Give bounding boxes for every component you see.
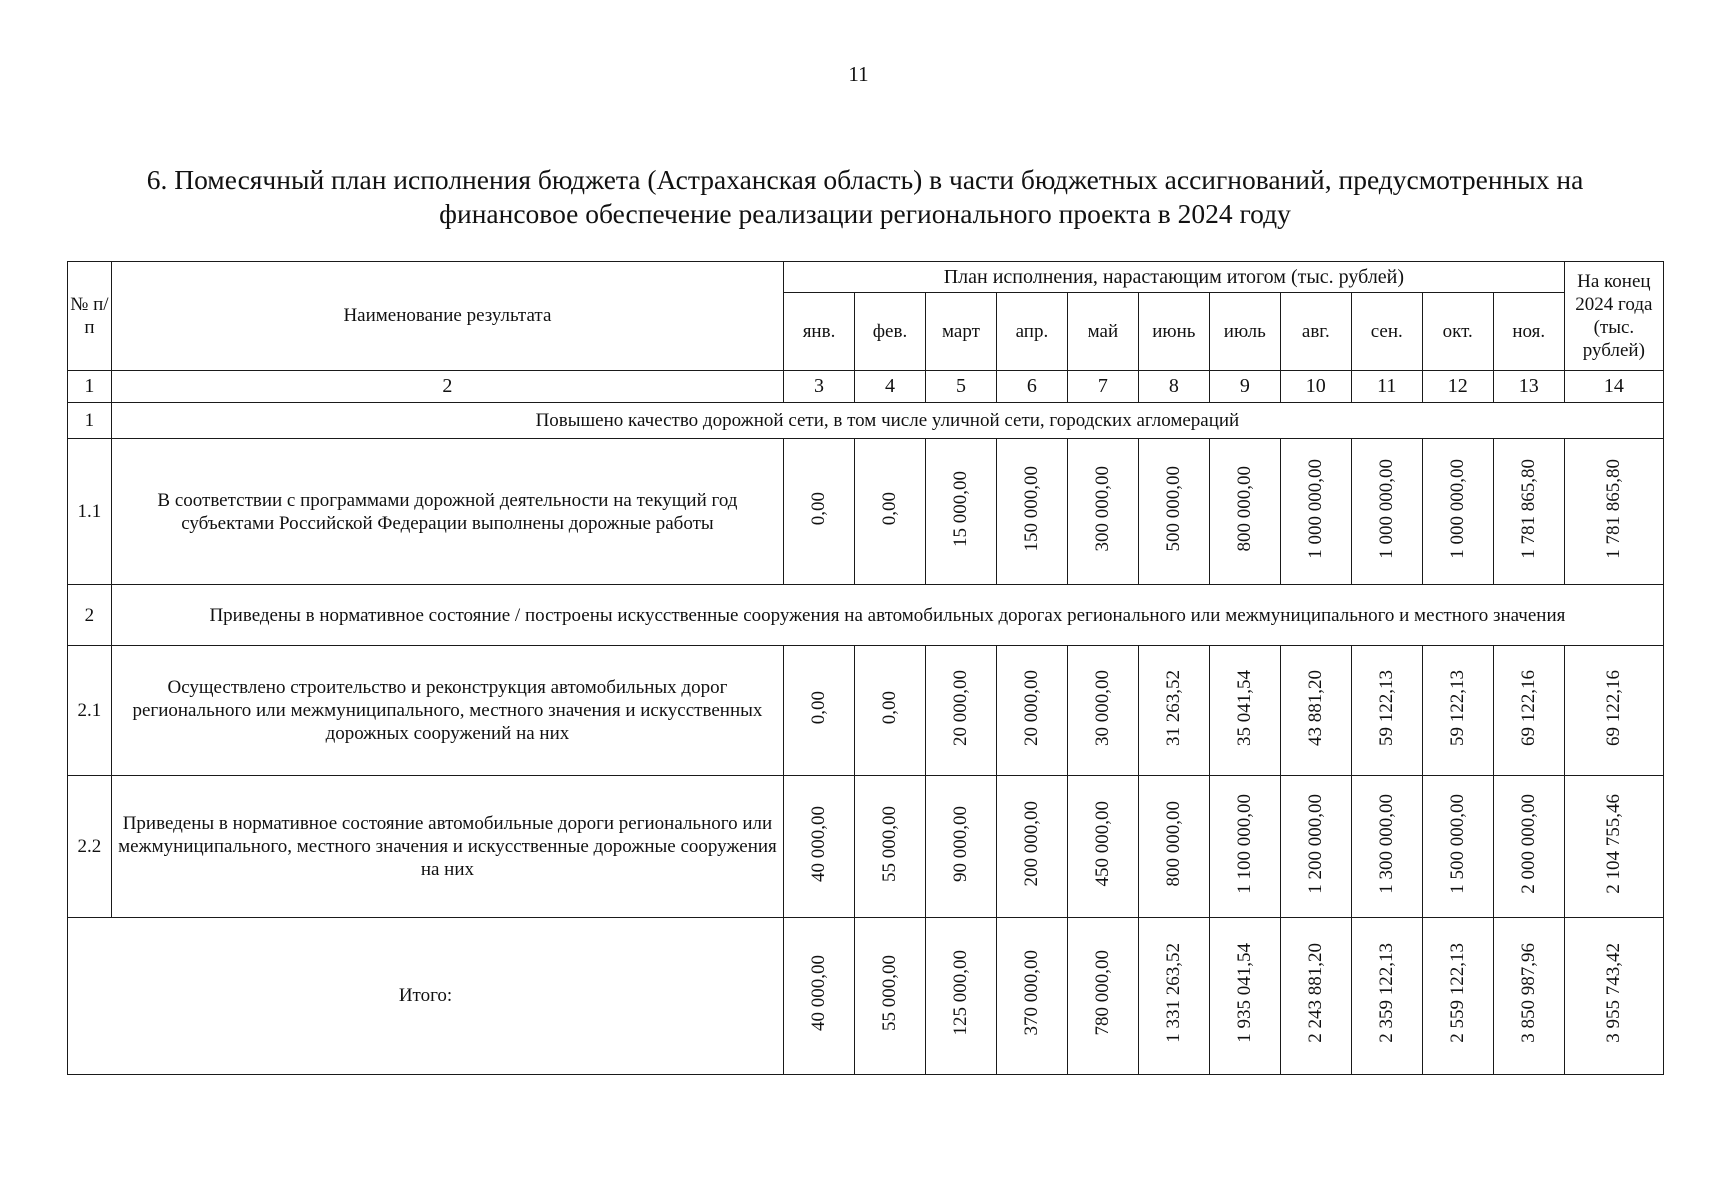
total-value-cell <box>1209 917 1280 1074</box>
value-cell <box>1138 646 1209 776</box>
value-text: 2 104 755,46 <box>1602 793 1624 894</box>
total-value-text: 2 359 122,13 <box>1375 942 1397 1043</box>
column-number: 13 <box>1493 370 1564 403</box>
value-cell <box>1067 438 1138 585</box>
value-cell <box>996 438 1067 585</box>
section-number: 2 <box>68 585 112 646</box>
total-value-text: 2 243 881,20 <box>1304 942 1326 1043</box>
value-text: 800 000,00 <box>1233 465 1255 552</box>
total-value-cell <box>1422 917 1493 1074</box>
value-text: 0,00 <box>878 691 900 725</box>
header-month: ноя. <box>1493 293 1564 370</box>
value-text: 20 000,00 <box>1020 669 1042 746</box>
column-number: 11 <box>1351 370 1422 403</box>
header-month: июнь <box>1138 293 1209 370</box>
value-cell <box>1422 438 1493 585</box>
total-value-text: 40 000,00 <box>808 954 830 1031</box>
value-cell <box>925 646 996 776</box>
value-cell <box>855 646 926 776</box>
section-title: Повышено качество дорожной сети, в том числе уличной сети, городских агломераций <box>111 403 1663 439</box>
value-cell <box>1209 438 1280 585</box>
value-cell <box>1351 776 1422 917</box>
value-text: 800 000,00 <box>1162 800 1184 887</box>
column-number: 4 <box>855 370 926 403</box>
value-cell <box>1138 438 1209 585</box>
column-number: 6 <box>996 370 1067 403</box>
value-text: 90 000,00 <box>949 805 971 882</box>
value-text: 59 122,13 <box>1446 669 1468 746</box>
column-number: 9 <box>1209 370 1280 403</box>
value-text: 150 000,00 <box>1020 465 1042 552</box>
value-cell <box>1351 646 1422 776</box>
value-text: 1 500 000,00 <box>1446 793 1468 894</box>
column-number: 2 <box>111 370 783 403</box>
row-number: 2.2 <box>68 776 112 917</box>
value-text: 0,00 <box>808 691 830 725</box>
document-title: 6. Помесячный план исполнения бюджета (Астраханская область) в части бюджетных ассигнований, предусмотренных на финансовое обеспечение реализации регионального проекта в 2024 году <box>146 164 1584 229</box>
value-cell <box>996 646 1067 776</box>
value-text: 500 000,00 <box>1162 465 1184 552</box>
value-cell <box>1493 776 1564 917</box>
value-text: 31 263,52 <box>1162 669 1184 746</box>
value-cell <box>1280 776 1351 917</box>
total-value-text: 55 000,00 <box>878 954 900 1031</box>
header-month: май <box>1067 293 1138 370</box>
header-year-end: На конец 2024 года (тыс. рублей) <box>1564 262 1663 371</box>
header-month: янв. <box>784 293 855 370</box>
total-value-cell <box>1138 917 1209 1074</box>
result-name: Приведены в нормативное состояние автомобильные дороги регионального или межмуниципального, местного значения и искусственные дорожные сооружения на них <box>111 776 783 917</box>
header-month: март <box>925 293 996 370</box>
column-number: 14 <box>1564 370 1663 403</box>
section-title: Приведены в нормативное состояние / построены искусственные сооружения на автомобильных дорогах регионального или межмуниципального и местного значения <box>111 585 1663 646</box>
value-text: 43 881,20 <box>1304 669 1326 746</box>
value-cell <box>1209 776 1280 917</box>
value-text: 1 000 000,00 <box>1304 458 1326 559</box>
total-value-cell <box>996 917 1067 1074</box>
header-month: окт. <box>1422 293 1493 370</box>
total-value-text: 1 331 263,52 <box>1162 942 1184 1043</box>
value-cell <box>1138 776 1209 917</box>
value-text: 450 000,00 <box>1091 800 1113 887</box>
table-row <box>68 646 1664 776</box>
header-name: Наименование результата <box>111 262 783 371</box>
total-value-text: 370 000,00 <box>1020 950 1042 1036</box>
header-month: июль <box>1209 293 1280 370</box>
value-cell <box>1564 776 1663 917</box>
section-row <box>68 585 1664 646</box>
value-text: 2 000 000,00 <box>1517 793 1539 894</box>
value-text: 1 100 000,00 <box>1233 793 1255 894</box>
value-text: 200 000,00 <box>1020 800 1042 887</box>
value-text: 300 000,00 <box>1091 465 1113 552</box>
value-text: 40 000,00 <box>808 805 830 882</box>
value-cell <box>784 646 855 776</box>
column-number: 3 <box>784 370 855 403</box>
row-number: 2.1 <box>68 646 112 776</box>
total-value-text: 1 935 041,54 <box>1233 942 1255 1043</box>
header-month: авг. <box>1280 293 1351 370</box>
total-value-cell <box>1493 917 1564 1074</box>
total-value-cell <box>1280 917 1351 1074</box>
column-number: 7 <box>1067 370 1138 403</box>
value-cell <box>784 438 855 585</box>
value-text: 20 000,00 <box>949 669 971 746</box>
header-num: № п/п <box>68 262 112 371</box>
value-cell <box>1493 646 1564 776</box>
result-name: Осуществлено строительство и реконструкция автомобильных дорог регионального или межмуниципального, местного значения и искусственных дорожных сооружений на них <box>111 646 783 776</box>
total-value-cell <box>1067 917 1138 1074</box>
value-cell <box>1564 438 1663 585</box>
value-cell <box>1422 776 1493 917</box>
value-text: 1 781 865,80 <box>1602 458 1624 559</box>
value-cell <box>1067 646 1138 776</box>
value-cell <box>1493 438 1564 585</box>
value-cell <box>996 776 1067 917</box>
row-number: 1.1 <box>68 438 112 585</box>
section-row <box>68 403 1664 439</box>
value-cell <box>925 776 996 917</box>
value-text: 0,00 <box>878 492 900 526</box>
value-cell <box>1209 646 1280 776</box>
header-plan: План исполнения, нарастающим итогом (тыс. рублей) <box>784 262 1565 293</box>
value-text: 0,00 <box>808 492 830 526</box>
value-cell <box>855 438 926 585</box>
section-number: 1 <box>68 403 112 439</box>
total-value-cell <box>1564 917 1663 1074</box>
value-cell <box>1280 646 1351 776</box>
value-text: 69 122,16 <box>1602 669 1624 746</box>
value-text: 55 000,00 <box>878 805 900 882</box>
page-number: 11 <box>848 62 869 86</box>
value-cell <box>784 776 855 917</box>
value-cell <box>1564 646 1663 776</box>
value-text: 1 300 000,00 <box>1375 793 1397 894</box>
value-text: 1 000 000,00 <box>1446 458 1468 559</box>
total-value-cell <box>784 917 855 1074</box>
table-row <box>68 438 1664 585</box>
column-number: 12 <box>1422 370 1493 403</box>
value-text: 59 122,13 <box>1375 669 1397 746</box>
table-row <box>68 776 1664 917</box>
value-cell <box>855 776 926 917</box>
total-value-cell <box>1351 917 1422 1074</box>
value-cell <box>925 438 996 585</box>
value-cell <box>1280 438 1351 585</box>
budget-plan-table <box>67 261 1664 1075</box>
value-text: 15 000,00 <box>949 470 971 547</box>
total-value-text: 3 850 987,96 <box>1517 942 1539 1043</box>
value-text: 35 041,54 <box>1233 669 1255 746</box>
header-month: фев. <box>855 293 926 370</box>
value-text: 1 781 865,80 <box>1517 458 1539 559</box>
total-value-text: 3 955 743,42 <box>1602 942 1624 1043</box>
value-text: 30 000,00 <box>1091 669 1113 746</box>
total-value-cell <box>925 917 996 1074</box>
value-text: 69 122,16 <box>1517 669 1539 746</box>
result-name: В соответствии с программами дорожной деятельности на текущий год субъектами Российской Федерации выполнены дорожные работы <box>111 438 783 585</box>
total-label: Итого: <box>68 917 784 1074</box>
total-value-cell <box>855 917 926 1074</box>
value-cell <box>1351 438 1422 585</box>
total-value-text: 2 559 122,13 <box>1446 942 1468 1043</box>
value-cell <box>1067 776 1138 917</box>
total-value-text: 125 000,00 <box>949 950 971 1036</box>
total-row <box>68 917 1664 1074</box>
total-value-text: 780 000,00 <box>1091 950 1113 1036</box>
value-text: 1 200 000,00 <box>1304 793 1326 894</box>
column-number: 8 <box>1138 370 1209 403</box>
column-number: 5 <box>925 370 996 403</box>
column-number: 1 <box>68 370 112 403</box>
header-month: сен. <box>1351 293 1422 370</box>
column-number: 10 <box>1280 370 1351 403</box>
value-text: 1 000 000,00 <box>1375 458 1397 559</box>
value-cell <box>1422 646 1493 776</box>
header-month: апр. <box>996 293 1067 370</box>
